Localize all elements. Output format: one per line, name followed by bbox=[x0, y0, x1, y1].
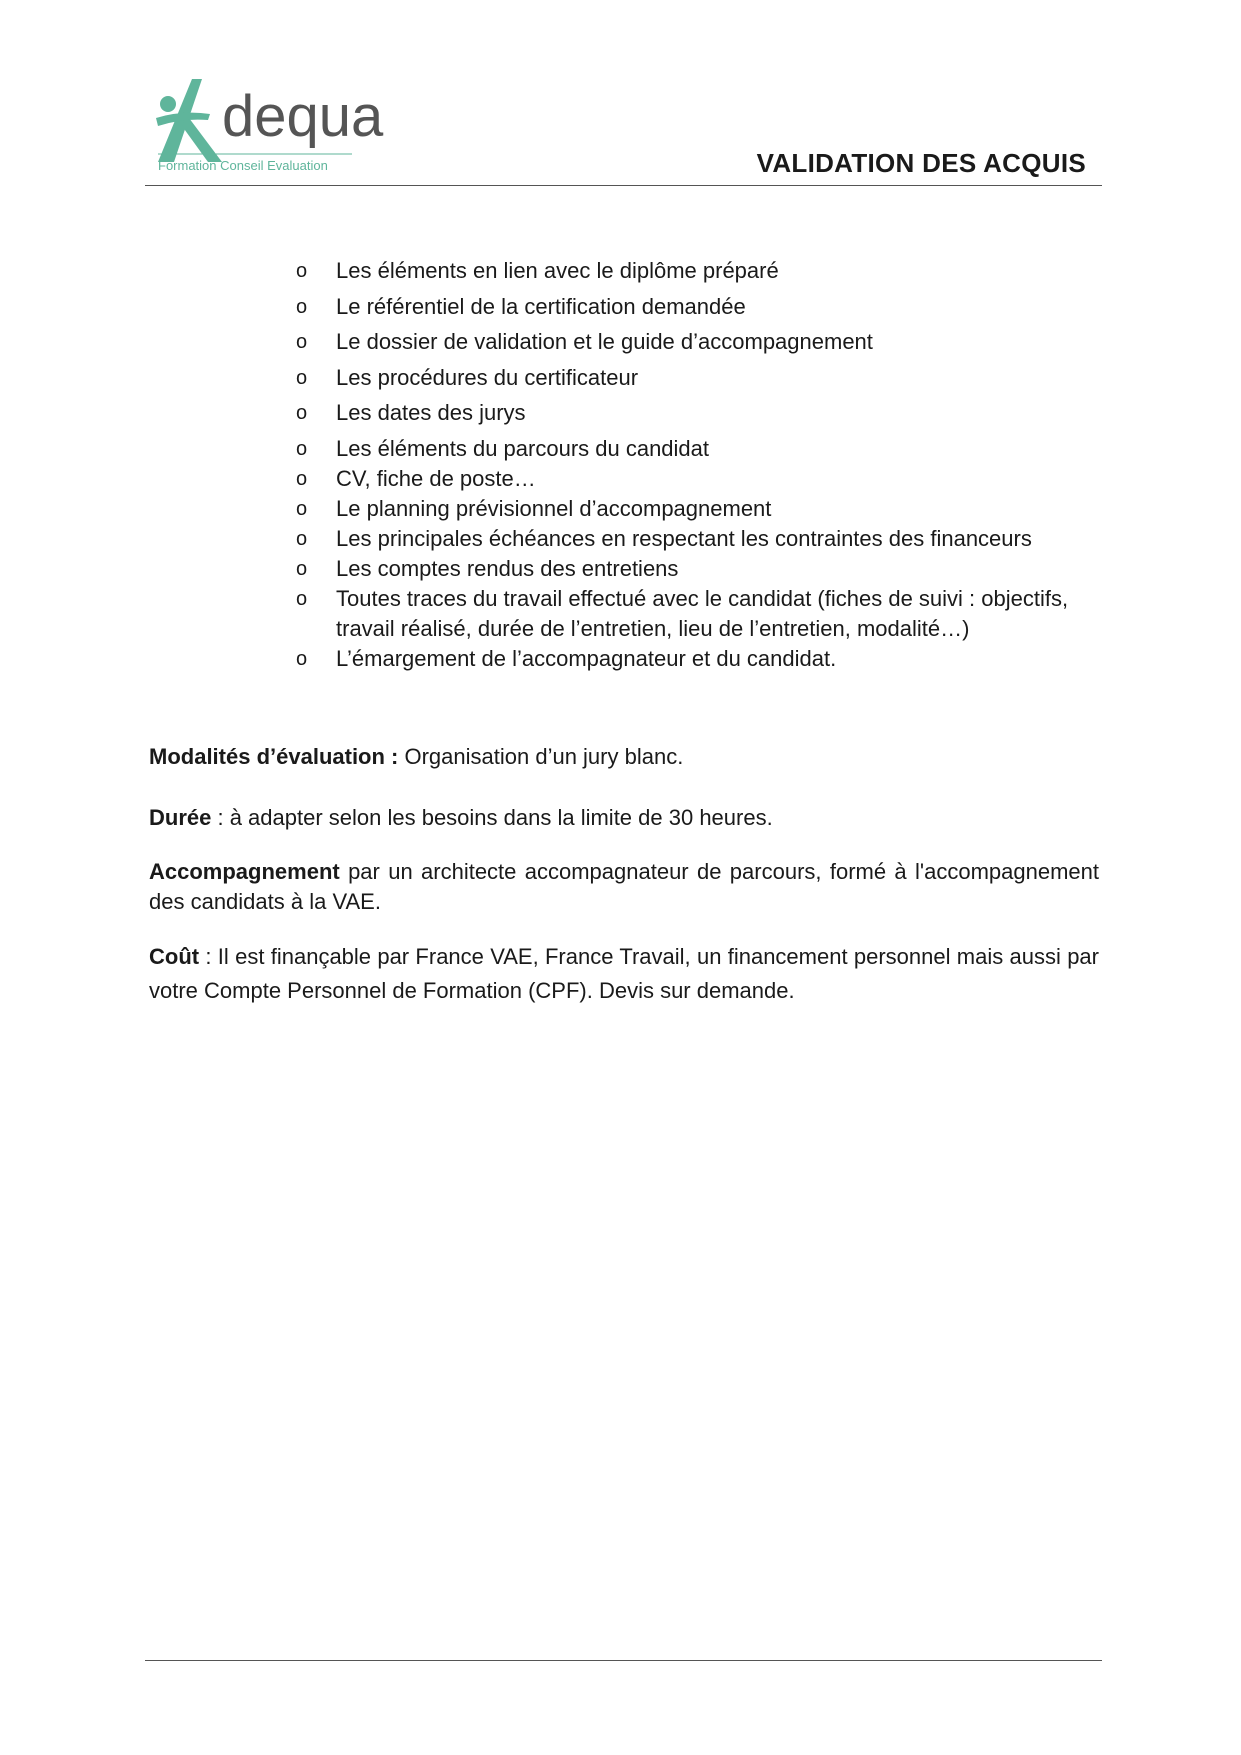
duree-label: Durée bbox=[149, 805, 212, 830]
list-item: o L’émargement de l’accompagnateur et du candidat. bbox=[296, 644, 1106, 674]
list-item: o Les dates des jurys bbox=[296, 398, 1106, 428]
cout-paragraph: Coût : Il est finançable par France VAE, France Travail, un financement personnel mais aussi par votre Compte Personnel de Formation (CPF). Devis sur demande. bbox=[149, 944, 1099, 1003]
bullet-icon: o bbox=[296, 557, 308, 580]
adequa-logo bbox=[152, 74, 412, 174]
accompagnement-label: Accompagnement bbox=[149, 859, 340, 884]
bullet-icon: o bbox=[296, 467, 308, 490]
list-item: o Les principales échéances en respectant les contraintes des financeurs bbox=[296, 524, 1106, 554]
duree-paragraph: Durée : à adapter selon les besoins dans la limite de 30 heures. bbox=[149, 805, 773, 830]
cout-label: Coût bbox=[149, 944, 200, 969]
evaluation-paragraph: Modalités d’évaluation : Organisation d’un jury blanc. bbox=[149, 744, 684, 769]
list-item: o Les éléments en lien avec le diplôme préparé bbox=[296, 256, 1106, 286]
svg-text:Formation Conseil Evaluation: Formation Conseil Evaluation bbox=[158, 158, 328, 173]
evaluation-label: Modalités d’évaluation : bbox=[149, 744, 399, 769]
list-item: o Le référentiel de la certification demandée bbox=[296, 292, 1106, 322]
list-item: o Le planning prévisionnel d’accompagnement bbox=[296, 494, 1106, 524]
bullet-icon: o bbox=[296, 260, 308, 282]
svg-text:dequa: dequa bbox=[222, 84, 384, 149]
bullet-icon: o bbox=[296, 331, 308, 353]
bullet-icon: o bbox=[296, 437, 308, 460]
bullet-icon: o bbox=[296, 295, 308, 318]
list-item: o Toutes traces du travail effectué avec le candidat (fiches de suivi : objectifs, travail réalisé, durée de l’entretien, lieu de l’entretien, modalité…) bbox=[296, 585, 1069, 641]
bullet-icon: o bbox=[296, 527, 308, 550]
list-item: o Les comptes rendus des entretiens bbox=[296, 554, 1106, 584]
header-title: VALIDATION DES ACQUIS bbox=[756, 148, 1086, 178]
bullet-icon: o bbox=[296, 402, 308, 424]
bullet-icon: o bbox=[296, 587, 308, 610]
list-item: o Les procédures du certificateur bbox=[296, 363, 1106, 393]
list-item: o CV, fiche de poste… bbox=[296, 464, 1106, 494]
footer-divider bbox=[145, 1660, 1102, 1661]
accompagnement-paragraph: Accompagnement par un architecte accompagnateur de parcours, formé à l'accompagnement des candidats à la VAE. bbox=[149, 859, 1099, 914]
header-divider bbox=[145, 185, 1102, 186]
bullet-icon: o bbox=[296, 647, 308, 670]
requirements-list bbox=[296, 256, 1106, 674]
list-item: o Les éléments du parcours du candidat bbox=[296, 434, 1106, 464]
list-item: o Le dossier de validation et le guide d’accompagnement bbox=[296, 327, 1106, 357]
bullet-icon: o bbox=[296, 366, 308, 389]
bullet-icon: o bbox=[296, 497, 308, 520]
